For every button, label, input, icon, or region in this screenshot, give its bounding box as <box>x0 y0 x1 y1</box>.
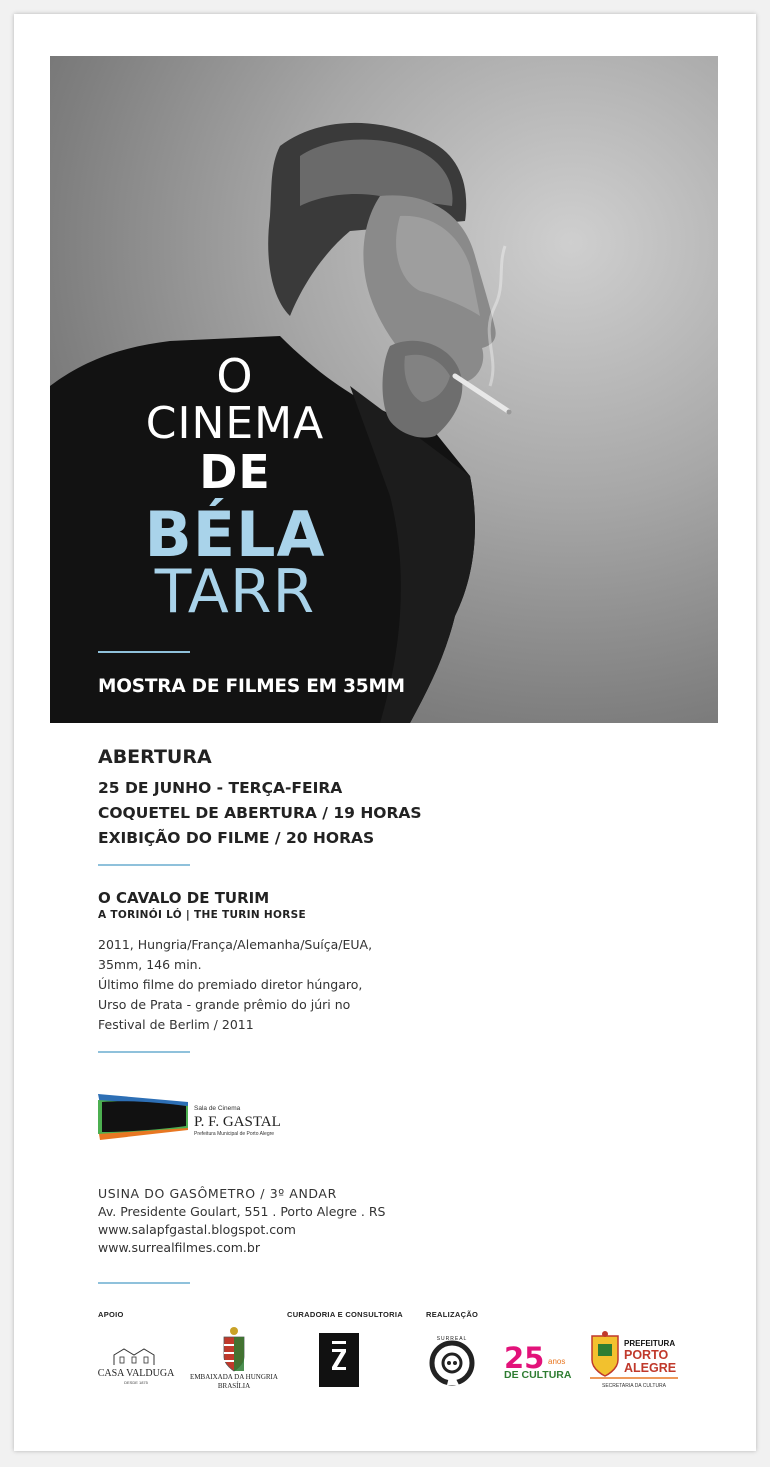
embassy-line2: BRASÍLIA <box>217 1382 251 1390</box>
prefeitura-line3: ALEGRE <box>624 1361 677 1375</box>
film-original-titles: A TORINÓI LÓ | THE TURIN HORSE <box>98 909 306 921</box>
pf-gastal-logo <box>96 1088 306 1148</box>
opening-heading: ABERTURA <box>98 746 212 768</box>
section-divider <box>98 1282 190 1284</box>
hungary-embassy-logo <box>186 1325 282 1391</box>
opening-date: 25 DE JUNHO - TERÇA-FEIRA <box>98 779 343 797</box>
title-line-2: CINEMA <box>145 398 325 449</box>
apoio-label: APOIO <box>98 1310 124 1319</box>
hero-divider <box>98 651 190 653</box>
curadoria-label: CURADORIA E CONSULTORIA <box>287 1310 403 1319</box>
address-street: Av. Presidente Goulart, 551 . Porto Alegre . RS <box>98 1204 386 1219</box>
hero-image <box>50 56 718 723</box>
embassy-line1: EMBAIXADA DA HUNGRIA <box>190 1373 278 1381</box>
opening-cocktail: COQUETEL DE ABERTURA / 19 HORAS <box>98 804 422 822</box>
film-description-line: 2011, Hungria/França/Alemanha/Suíça/EUA, <box>98 937 373 952</box>
film-description-line: Último filme do premiado diretor húngaro, <box>98 977 363 992</box>
hero-subtitle: MOSTRA DE FILMES EM 35MM <box>98 676 405 697</box>
section-divider <box>98 864 190 866</box>
title-line-5: TARR <box>154 557 316 627</box>
film-description-line: 35mm, 146 min. <box>98 957 202 972</box>
curadoria-logo <box>319 1333 359 1387</box>
address-venue: USINA DO GASÔMETRO / 3º ANDAR <box>98 1186 337 1201</box>
casa-valduga-logo <box>96 1345 176 1387</box>
prefeitura-line1: PREFEITURA <box>624 1339 676 1348</box>
film-title: O CAVALO DE TURIM <box>98 889 270 907</box>
cultura-anos: anos <box>548 1357 566 1366</box>
cultura-number: 25 <box>504 1341 545 1375</box>
title-line-1: O <box>216 349 254 403</box>
website-link[interactable]: www.salapfgastal.blogspot.com <box>98 1222 296 1237</box>
venue-logo-line2: P. F. GASTAL <box>194 1114 281 1130</box>
film-description-line: Festival de Berlim / 2011 <box>98 1017 254 1032</box>
film-description-line: Urso de Prata - grande prêmio do júri no <box>98 997 351 1012</box>
title-line-4: BÉLA <box>144 498 326 571</box>
realizacao-label: REALIZAÇÃO <box>426 1310 479 1319</box>
venue-logo-line3: Prefeitura Municipal de Porto Alegre <box>194 1131 275 1137</box>
prefeitura-line4: SECRETARIA DA CULTURA <box>602 1383 666 1389</box>
section-divider <box>98 1051 190 1053</box>
title-line-3: DE <box>199 445 271 499</box>
surreal-name: SURREAL <box>436 1336 468 1342</box>
casa-valduga-since: DESDE 1875 <box>124 1380 148 1385</box>
surreal-logo <box>425 1333 479 1387</box>
venue-logo-line1: Sala de Cinema <box>194 1105 241 1112</box>
website-link[interactable]: www.surrealfilmes.com.br <box>98 1240 260 1255</box>
cultura-text: DE CULTURA <box>504 1369 572 1381</box>
casa-valduga-name: CASA VALDUGA <box>97 1368 175 1379</box>
cultura-25-logo <box>502 1340 576 1382</box>
opening-screening: EXIBIÇÃO DO FILME / 20 HORAS <box>98 829 375 847</box>
prefeitura-line2: PORTO <box>624 1348 669 1362</box>
prefeitura-logo <box>588 1330 680 1392</box>
